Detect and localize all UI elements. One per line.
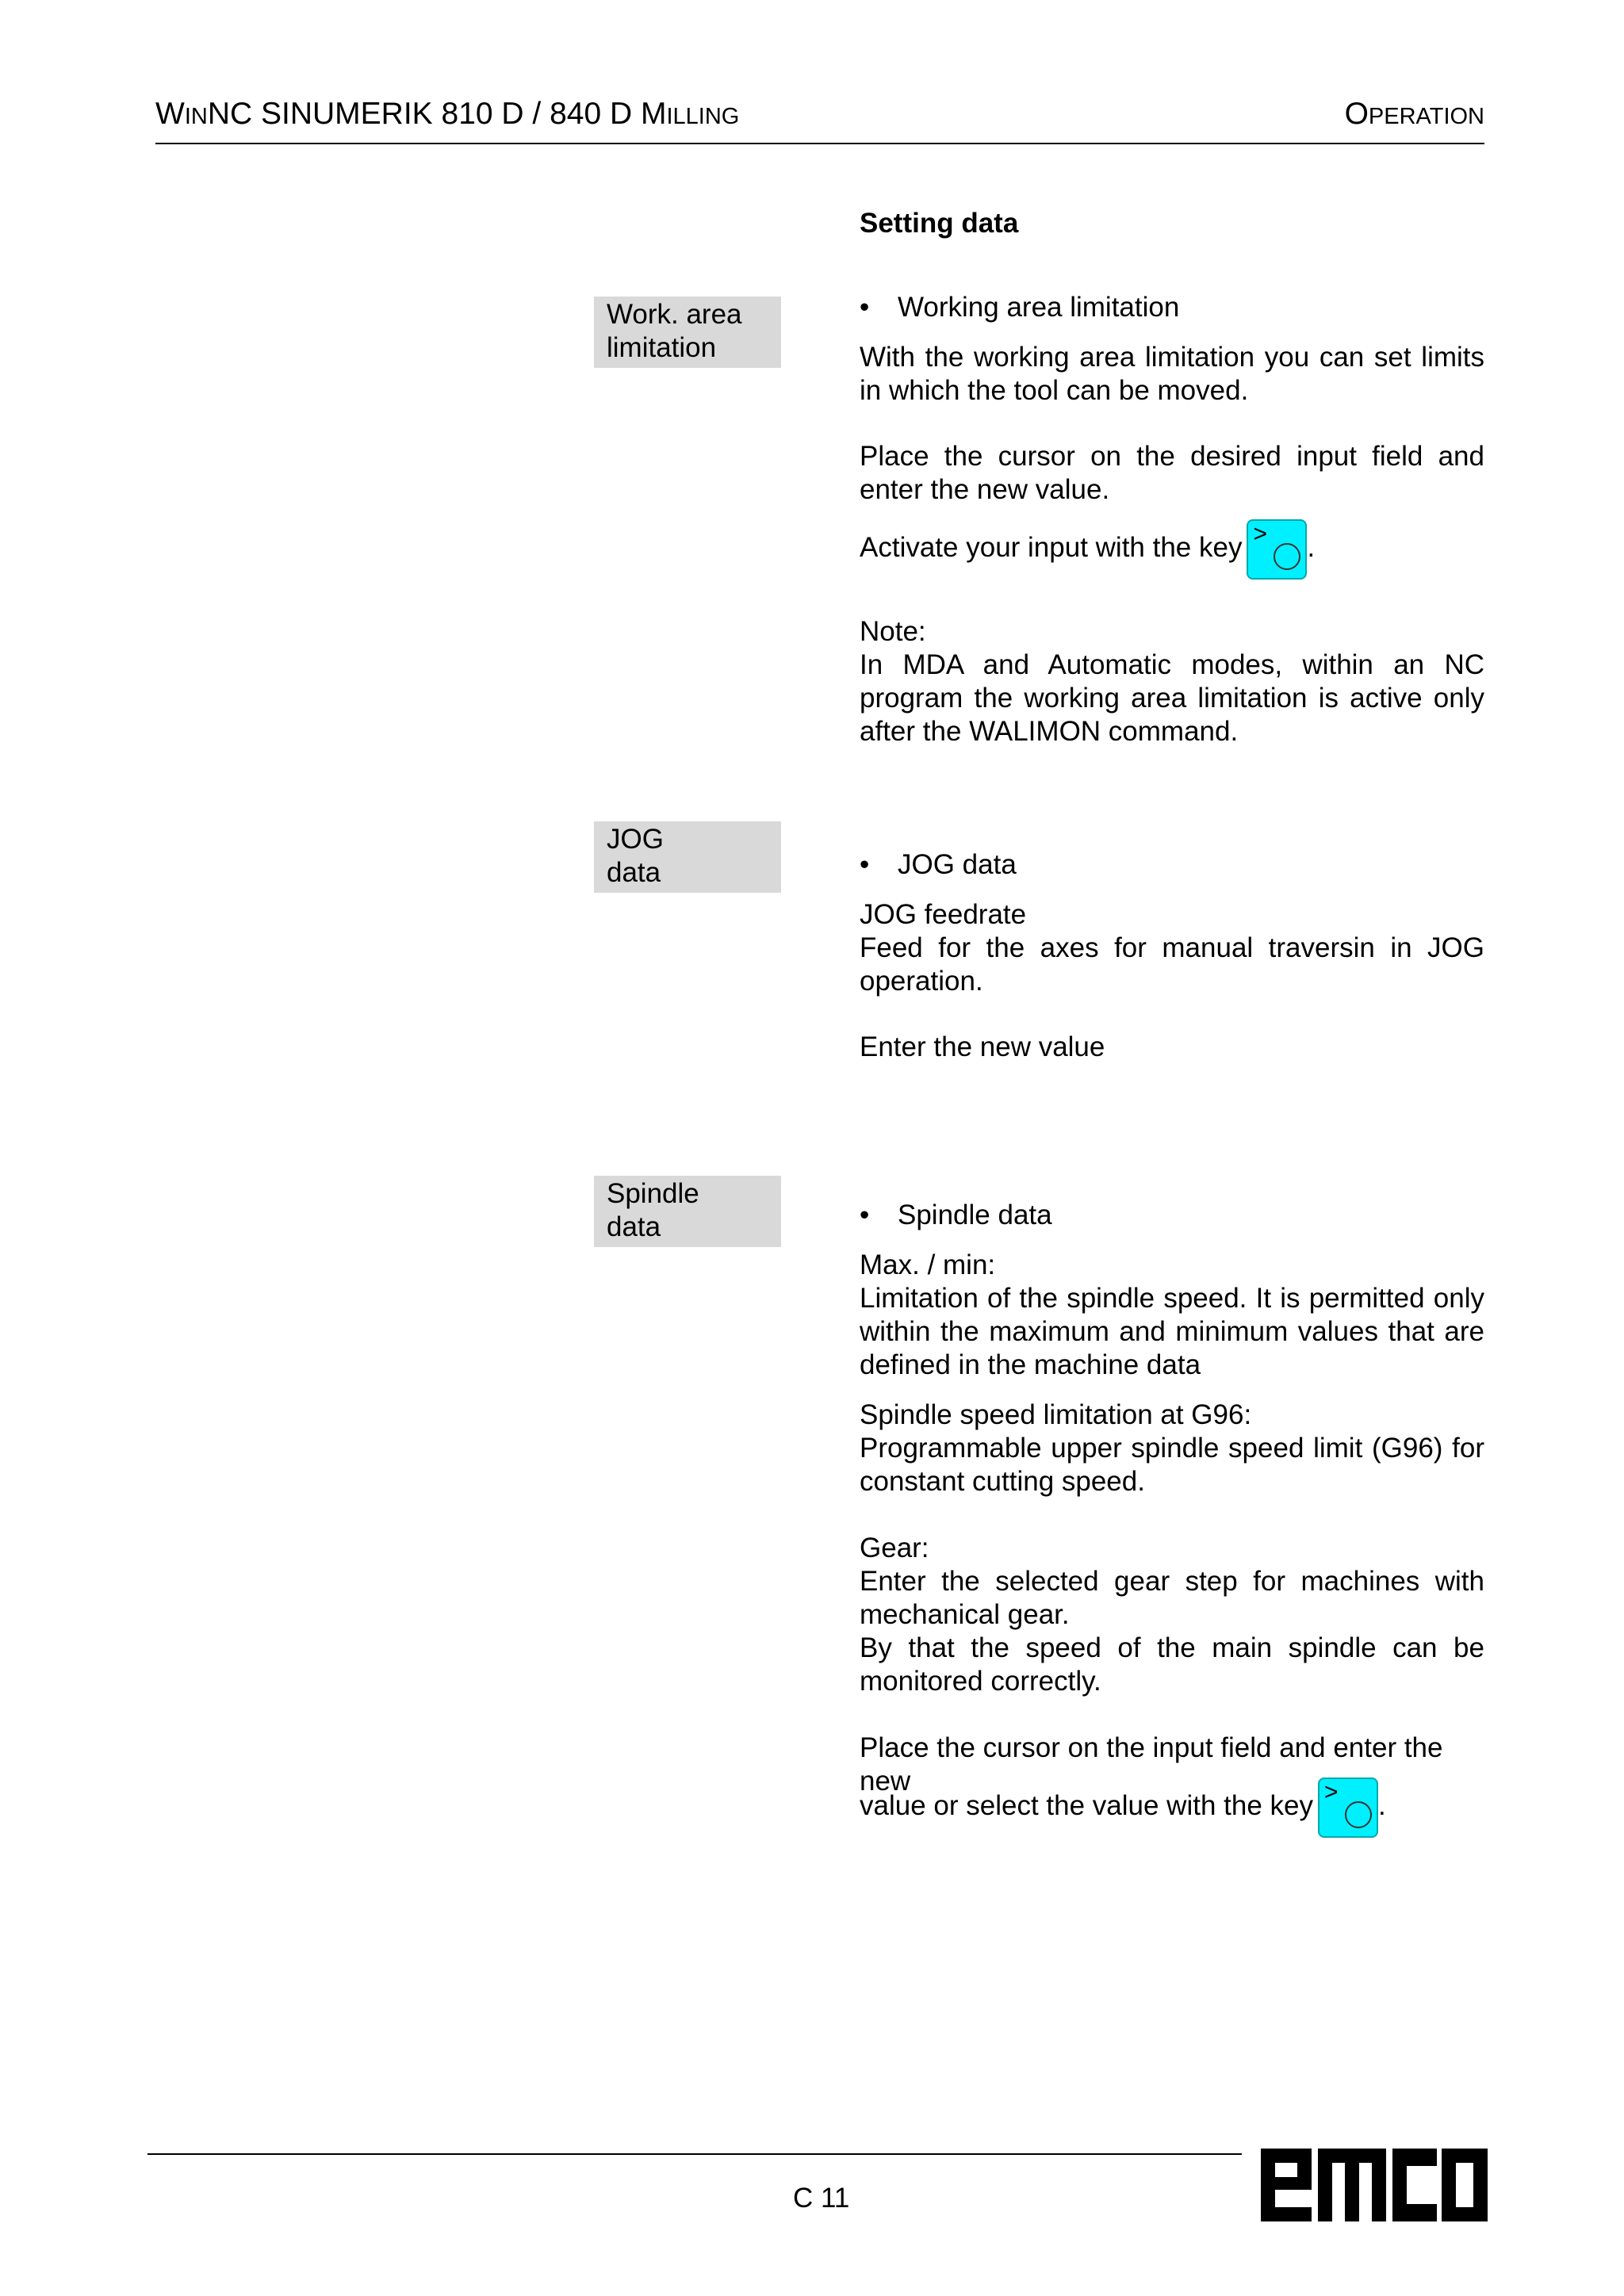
section-title: Setting data xyxy=(860,208,1019,239)
work-area-p2: Place the cursor on the desired input field and enter the new value. xyxy=(860,441,1484,505)
jog-enter-value: Enter the new value xyxy=(860,1031,1105,1062)
work-area-p3: Activate your input with the key > . xyxy=(860,518,1484,580)
spindle-place-cursor: Place the cursor on the input field and enter the new xyxy=(860,1732,1443,1797)
note-text: In MDA and Automatic modes, within an NC program the working area limitation is active only after the WALIMON command. xyxy=(860,649,1484,747)
input-key-icon[interactable]: > xyxy=(1318,1777,1378,1838)
softkey-spindle-data[interactable]: Spindle data xyxy=(594,1176,781,1247)
jog-heading: • JOG data xyxy=(860,849,1017,880)
spindle-g96-label: Spindle speed limitation at G96: xyxy=(860,1399,1252,1430)
note-label: Note: xyxy=(860,616,926,647)
spindle-heading: • Spindle data xyxy=(860,1200,1052,1230)
spindle-gear-text: Enter the selected gear step for machines with mechanical gear. xyxy=(860,1566,1484,1630)
spindle-gear-label: Gear: xyxy=(860,1533,929,1563)
spindle-g96-text: Programmable upper spindle speed limit (G96) for constant cutting speed. xyxy=(860,1433,1484,1497)
spindle-gear-text-2: By that the speed of the main spindle can be monitored correctly. xyxy=(860,1632,1484,1697)
work-area-p1: With the working area limitation you can set limits in which the tool can be moved. xyxy=(860,342,1484,406)
input-key-icon[interactable]: > xyxy=(1247,519,1307,580)
jog-feedrate-label: JOG feedrate xyxy=(860,899,1027,930)
softkey-jog-data[interactable]: JOG data xyxy=(594,821,781,893)
page-number: C 11 xyxy=(793,2183,850,2214)
footer-rule xyxy=(147,2153,1242,2155)
header-section: OPERATION xyxy=(1344,97,1484,131)
header-rule xyxy=(155,143,1484,144)
emco-logo xyxy=(1261,2149,1488,2225)
spindle-max-min-label: Max. / min: xyxy=(860,1249,996,1280)
jog-feedrate-text: Feed for the axes for manual traversin in JOG operation. xyxy=(860,932,1484,997)
softkey-work-area-limitation[interactable]: Work. area limitation xyxy=(594,297,781,368)
spindle-select-key: value or select the value with the key > . xyxy=(860,1776,1484,1838)
header-title: WINNC SINUMERIK 810 D / 840 D MILLING xyxy=(155,97,740,131)
work-area-heading: • Working area limitation xyxy=(860,292,1180,323)
spindle-max-min-text: Limitation of the spindle speed. It is permitted only within the maximum and minimum values that are defined in the machine data xyxy=(860,1283,1484,1380)
